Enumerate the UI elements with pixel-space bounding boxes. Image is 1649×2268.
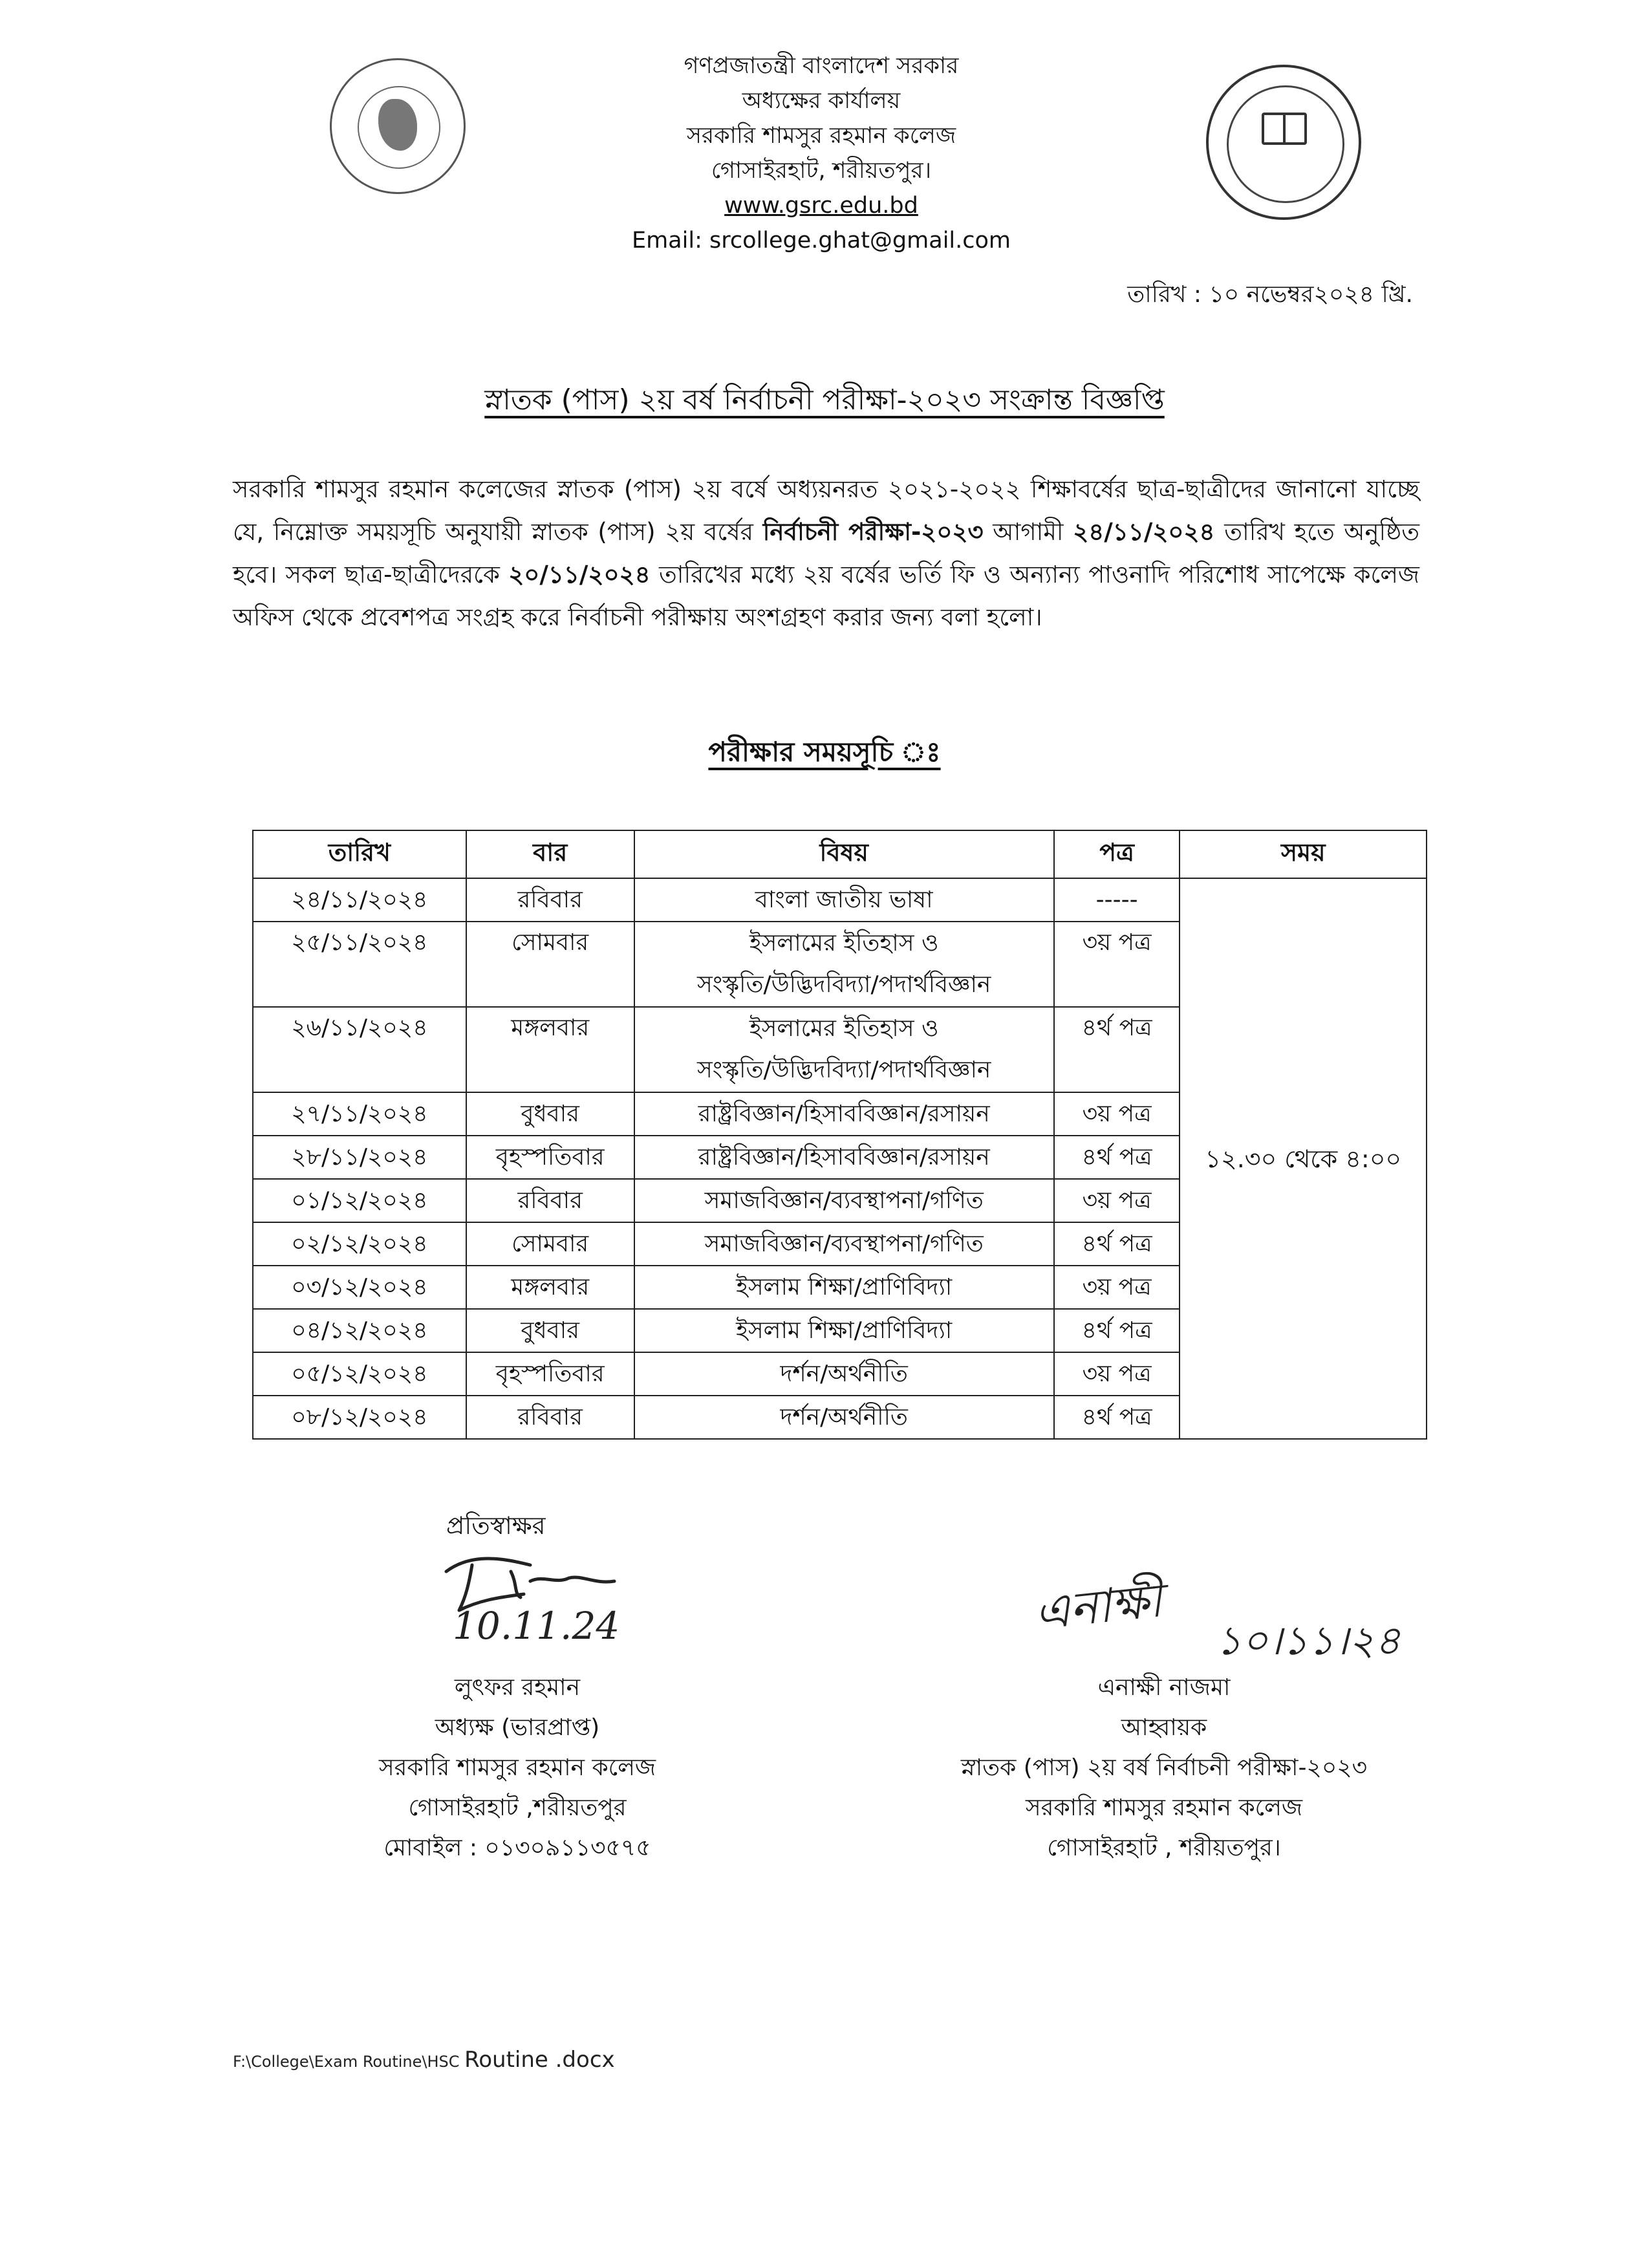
table-header-row	[253, 830, 1427, 878]
cell-day: রবিবার	[466, 1396, 634, 1439]
principal-college: সরকারি শামসুর রহমান কলেজ	[378, 1755, 656, 1781]
cell-subject: দর্শন/অর্থনীতি	[634, 1396, 1054, 1439]
body-text-part: তারিখের মধ্যে ২য় বর্ষের ভর্তি ফি ও অন্যান্য পাওনাদি পরিশোধ সাপেক্ষে কলেজ অফিস থেকে প্রবেশপত্র সংগ্রহ করে নির্বাচনী পরীক্ষায় অংশগ্রহণ করার জন্য বলা হলো।	[233, 561, 1419, 631]
notice-body	[233, 468, 1419, 639]
convener-college: সরকারি শামসুর রহমান কলেজ	[1025, 1795, 1303, 1821]
cell-day: রবিবার	[466, 1179, 634, 1222]
cell-paper: ৩য় পত্র	[1054, 1092, 1180, 1136]
header-website: www.gsrc.edu.bd	[724, 193, 918, 219]
principal-address: গোসাইরহাট ,শরীয়তপুর	[408, 1795, 627, 1821]
subject-line-1: ইসলামের ইতিহাস ও	[749, 930, 939, 956]
convener-committee: স্নাতক (পাস) ২য় বর্ষ নির্বাচনী পরীক্ষা-২০২৩	[960, 1755, 1368, 1781]
cell-date: ০১/১২/২০২৪	[253, 1179, 466, 1222]
subject-line-2: সংস্কৃতি/উদ্ভিদবিদ্যা/পদার্থবিজ্ঞান	[696, 971, 991, 998]
college-seal	[1206, 65, 1361, 220]
cell-paper: ৪র্থ পত্র	[1054, 1222, 1180, 1266]
header-time: সময়	[1180, 830, 1427, 878]
cell-day: মঙ্গলবার	[466, 1266, 634, 1309]
cell-subject	[634, 922, 1054, 1007]
body-text-part: সরকারি শামসুর রহমান কলেজের স্নাতক (পাস) ২য় বর্ষে অধ্যয়নরত ২০২১-২০২২ শিক্ষাবর্ষের ছাত্র-ছাত্রীদের জানানো যাচ্ছে যে, নিম্নোক্ত সময়সূচি অনুযায়ী স্নাতক (পাস) ২য় বর্ষের	[233, 475, 1419, 546]
cell-paper: ৩য় পত্র	[1054, 1179, 1180, 1222]
subject-line-2: সংস্কৃতি/উদ্ভিদবিদ্যা/পদার্থবিজ্ঞান	[696, 1057, 991, 1083]
convener-address: গোসাইরহাট , শরীয়তপুর।	[1047, 1835, 1281, 1861]
cell-day: বৃহস্পতিবার	[466, 1352, 634, 1396]
convener-name: এনাক্ষী নাজমা	[1097, 1674, 1231, 1701]
principal-mobile: মোবাইল : ০১৩০৯১১৩৫৭৫	[383, 1835, 651, 1861]
cell-paper: ৪র্থ পত্র	[1054, 1136, 1180, 1179]
cell-subject: সমাজবিজ্ঞান/ব্যবস্থাপনা/গণিত	[634, 1222, 1054, 1266]
header-paper: পত্র	[1054, 830, 1180, 878]
cell-day: মঙ্গলবার	[466, 1007, 634, 1092]
cell-paper: ৪র্থ পত্র	[1054, 1309, 1180, 1352]
cell-time: ১২.৩০ থেকে ৪:০০	[1180, 878, 1427, 1439]
header-college: সরকারি শামসুর রহমান কলেজ	[686, 123, 956, 149]
cell-date: ২৫/১১/২০২৪	[253, 922, 466, 1007]
cell-subject: রাষ্ট্রবিজ্ঞান/হিসাববিজ্ঞান/রসায়ন	[634, 1092, 1054, 1136]
schedule-title-text: পরীক্ষার সময়সূচি ঃ	[708, 736, 941, 768]
cell-day: বৃহস্পতিবার	[466, 1136, 634, 1179]
government-seal	[330, 58, 466, 194]
cell-date: ০৪/১২/২০২৪	[253, 1309, 466, 1352]
header-date: তারিখ	[253, 830, 466, 878]
cell-day: বুধবার	[466, 1092, 634, 1136]
header-subject: বিষয়	[634, 830, 1054, 878]
cell-subject: দর্শন/অর্থনীতি	[634, 1352, 1054, 1396]
cell-date: ০৩/১২/২০২৪	[253, 1266, 466, 1309]
header-government: গণপ্রজাতন্ত্রী বাংলাদেশ সরকার	[684, 53, 959, 79]
cell-paper: ৪র্থ পত্র	[1054, 1396, 1180, 1439]
cell-subject	[634, 1007, 1054, 1092]
header-email: Email: srcollege.ghat@gmail.com	[631, 228, 1011, 254]
cell-subject: বাংলা জাতীয় ভাষা	[634, 878, 1054, 922]
cell-date: ২৬/১১/২০২৪	[253, 1007, 466, 1092]
cell-day: সোমবার	[466, 922, 634, 1007]
schedule-title	[0, 731, 1649, 777]
cell-subject: সমাজবিজ্ঞান/ব্যবস্থাপনা/গণিত	[634, 1179, 1054, 1222]
cell-subject: রাষ্ট্রবিজ্ঞান/হিসাববিজ্ঞান/রসায়ন	[634, 1136, 1054, 1179]
cell-day: রবিবার	[466, 878, 634, 922]
footer-file-path	[233, 2047, 615, 2073]
cell-date: ০৮/১২/২০২৪	[253, 1396, 466, 1439]
subject-line-1: ইসলামের ইতিহাস ও	[749, 1015, 939, 1042]
countersign-label: প্রতিস্বাক্ষর	[446, 1511, 546, 1540]
cell-paper: -----	[1054, 878, 1180, 922]
cell-date: ২৪/১১/২০২৪	[253, 878, 466, 922]
body-bold-deadline: ২০/১১/২০২৪	[508, 561, 651, 589]
body-text-part: আগামী	[983, 518, 1073, 546]
convener-designation: আহ্বায়ক	[1121, 1714, 1207, 1741]
cell-paper: ৩য় পত্র	[1054, 1266, 1180, 1309]
notice-title	[0, 378, 1649, 426]
cell-day: সোমবার	[466, 1222, 634, 1266]
cell-paper: ৪র্থ পত্র	[1054, 1007, 1180, 1092]
notice-date: তারিখ : ১০ নভেম্বর২০২৪ খ্রি.	[1127, 281, 1413, 308]
cell-date: ০৫/১২/২০২৪	[253, 1352, 466, 1396]
cell-day: বুধবার	[466, 1309, 634, 1352]
cell-paper: ৩য় পত্র	[1054, 922, 1180, 1007]
cell-date: ২৮/১১/২০২৪	[253, 1136, 466, 1179]
footer-filename: Routine .docx	[464, 2047, 615, 2073]
table-row	[253, 878, 1427, 922]
cell-paper: ৩য় পত্র	[1054, 1352, 1180, 1396]
notice-title-text: স্নাতক (পাস) ২য় বর্ষ নির্বাচনী পরীক্ষা-২০২৩ সংক্রান্ত বিজ্ঞপ্তি	[484, 383, 1165, 416]
principal-designation: অধ্যক্ষ (ভারপ্রাপ্ত)	[435, 1714, 600, 1741]
cell-subject: ইসলাম শিক্ষা/প্রাণিবিদ্যা	[634, 1266, 1054, 1309]
convener-signature: এনাক্ষী	[1031, 1572, 1165, 1641]
principal-signature-date: 10.11.24	[453, 1604, 620, 1648]
book-icon	[1262, 113, 1307, 145]
header-office: অধ্যক্ষের কার্যালয়	[742, 88, 901, 114]
cell-subject: ইসলাম শিক্ষা/প্রাণিবিদ্যা	[634, 1309, 1054, 1352]
footer-path-text: F:\College\Exam Routine\HSC	[233, 2053, 465, 2071]
body-bold-start-date: ২৪/১১/২০২৪	[1073, 518, 1215, 546]
cell-date: ০২/১২/২০২৪	[253, 1222, 466, 1266]
body-bold-exam: নির্বাচনী পরীক্ষা-২০২৩	[762, 518, 984, 546]
header-address: গোসাইরহাট, শরীয়তপুর।	[711, 158, 932, 184]
principal-name: লুৎফর রহমান	[454, 1674, 581, 1701]
cell-date: ২৭/১১/২০২৪	[253, 1092, 466, 1136]
body-text-part: তারিখ হতে অনুষ্ঠিত হবে। সকল ছাত্র-ছাত্রীদেরকে	[233, 518, 1419, 589]
header-day: বার	[466, 830, 634, 878]
exam-routine-table	[252, 830, 1427, 1440]
convener-signature-date: ১০।১১।২৪	[1216, 1617, 1401, 1664]
